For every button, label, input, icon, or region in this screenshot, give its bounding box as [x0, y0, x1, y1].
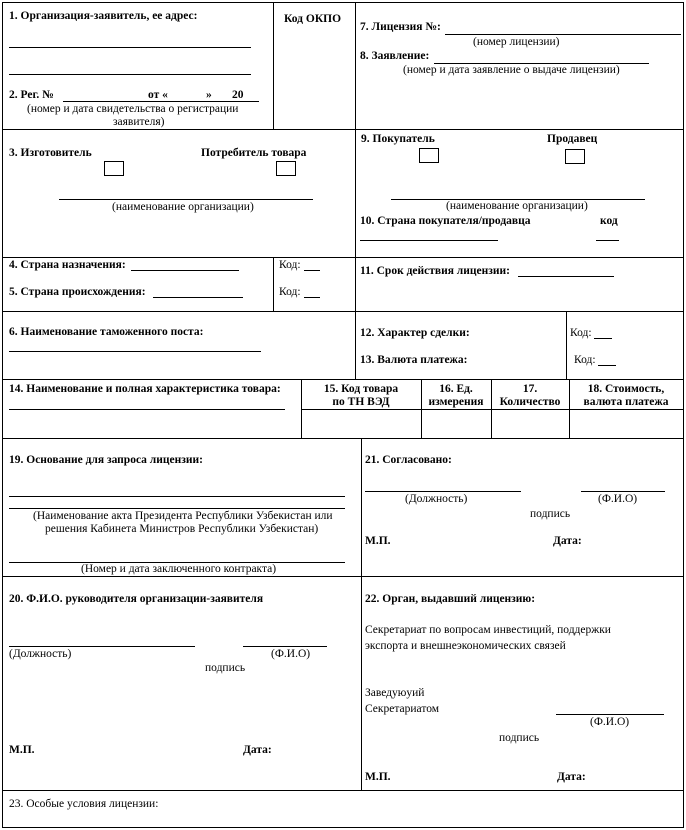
field-22-body: экспорта и внешнеэкономических связей — [365, 640, 566, 652]
license-application-form — [2, 2, 684, 828]
field-20-position-line[interactable] — [9, 646, 195, 647]
field-22-fio-line[interactable] — [556, 714, 664, 715]
field-20-fio-line[interactable] — [243, 646, 327, 647]
field-4-label: 4. Страна назначения: — [9, 259, 126, 271]
field-8-label: 8. Заявление: — [360, 50, 430, 62]
buyer-checkbox[interactable] — [419, 148, 439, 163]
field-19-hint: (Номер и дата заключенного контракта) — [81, 563, 277, 575]
field-19-hint: (Наименование акта Президента Республики Узбекистан или — [33, 510, 333, 522]
field-6-line[interactable] — [9, 351, 261, 352]
field-18-header: 18. Стоимость, валюта платежа — [583, 383, 669, 408]
grid-line — [355, 311, 356, 379]
field-12-code-line[interactable] — [594, 338, 612, 339]
field-2-line[interactable] — [63, 101, 259, 102]
field-10-code: код — [600, 215, 618, 227]
consumer-checkbox[interactable] — [276, 161, 296, 176]
field-21-position-line[interactable] — [365, 491, 521, 492]
field-13-label: 13. Валюта платежа: — [360, 354, 468, 366]
field-19-line[interactable] — [9, 496, 345, 497]
field-22-head: Секретариатом — [365, 703, 440, 715]
field-20-fio: (Ф.И.О) — [271, 648, 311, 660]
field-21-fio: (Ф.И.О) — [598, 493, 638, 505]
grid-line — [3, 379, 683, 380]
field-16-header: 16. Ед. измерения — [428, 383, 484, 408]
field-7-label: 7. Лицензия №: — [360, 21, 441, 33]
field-22-body: Секретариат по вопросам инвестиций, поддержки — [365, 624, 611, 636]
field-20-signature: подпись — [205, 662, 246, 674]
field-5-line[interactable] — [153, 297, 243, 298]
field-22-signature: подпись — [499, 732, 540, 744]
grid-line — [3, 311, 683, 312]
grid-line — [3, 129, 683, 130]
field-6-label: 6. Наименование таможенного поста: — [9, 326, 204, 338]
field-20-position: (Должность) — [9, 648, 72, 660]
field-22-mp: М.П. — [365, 771, 391, 783]
grid-line — [273, 3, 274, 129]
field-21-label: 21. Согласовано: — [365, 454, 452, 466]
field-8-hint: (номер и дата заявление о выдаче лицензии) — [403, 64, 620, 76]
field-9-label: 9. Покупатель — [361, 133, 435, 145]
field-5-code: Код: — [279, 286, 301, 298]
field-21-signature: подпись — [530, 508, 571, 520]
grid-line — [355, 3, 356, 311]
field-11-line[interactable] — [518, 276, 614, 277]
field-20-date: Дата: — [243, 744, 272, 756]
field-2-hint: заявителя) — [113, 116, 165, 128]
grid-line — [273, 257, 274, 311]
field-13-code-line[interactable] — [598, 365, 616, 366]
field-15-header: 15. Код товара по ТН ВЭД — [323, 383, 399, 408]
okpo-label: Код ОКПО — [284, 13, 342, 25]
field-5-label: 5. Страна происхождения: — [9, 286, 146, 298]
field-1-line[interactable] — [9, 47, 251, 48]
field-17-header: 17. Количество — [499, 383, 561, 408]
grid-line — [361, 438, 362, 790]
manufacturer-checkbox[interactable] — [104, 161, 124, 176]
field-21-fio-line[interactable] — [581, 491, 665, 492]
field-2-year: 20 — [232, 89, 244, 101]
field-3-hint: (наименование организации) — [112, 201, 254, 213]
field-5-code-line[interactable] — [304, 297, 320, 298]
field-9-hint: (наименование организации) — [446, 200, 588, 212]
field-10-code-line[interactable] — [596, 240, 619, 241]
field-22-fio: (Ф.И.О) — [590, 716, 630, 728]
field-4-code-line[interactable] — [304, 270, 320, 271]
grid-line — [3, 257, 683, 258]
field-2-date-quote: » — [206, 89, 212, 101]
field-12-label: 12. Характер сделки: — [360, 327, 470, 339]
field-20-mp: М.П. — [9, 744, 35, 756]
grid-line — [301, 409, 683, 410]
field-2-hint: (номер и дата свидетельства о регистрации — [27, 103, 239, 115]
field-14-line[interactable] — [9, 409, 285, 410]
grid-line — [3, 438, 683, 439]
field-19-hint: решения Кабинета Министров Республики Узбекистан) — [45, 523, 319, 535]
field-3-label: 3. Изготовитель — [9, 147, 92, 159]
field-7-hint: (номер лицензии) — [473, 36, 560, 48]
field-19-label: 19. Основание для запроса лицензии: — [9, 454, 203, 466]
field-20-label: 20. Ф.И.О. руководителя организации-заявителя — [9, 593, 264, 605]
field-22-date: Дата: — [557, 771, 586, 783]
field-23-label: 23. Особые условия лицензии: — [9, 798, 159, 810]
grid-line — [566, 311, 567, 379]
field-1-line[interactable] — [9, 74, 251, 75]
grid-line — [3, 576, 683, 577]
field-13-code: Код: — [574, 354, 596, 366]
field-10-label: 10. Страна покупателя/продавца — [360, 215, 531, 227]
field-19-line[interactable] — [9, 508, 345, 509]
field-21-position: (Должность) — [405, 493, 468, 505]
field-4-line[interactable] — [131, 270, 239, 271]
grid-line — [3, 790, 683, 791]
field-1-label: 1. Организация-заявитель, ее адрес: — [9, 10, 198, 22]
seller-checkbox[interactable] — [565, 149, 585, 164]
field-12-code: Код: — [570, 327, 592, 339]
field-2-date-from: от « — [148, 89, 168, 101]
field-3-consumer: Потребитель товара — [201, 147, 307, 159]
field-3-line[interactable] — [59, 199, 313, 200]
field-2-label: 2. Рег. № — [9, 89, 54, 101]
field-14-label: 14. Наименование и полная характеристика товара: — [9, 383, 281, 395]
field-9-seller: Продавец — [547, 133, 598, 145]
field-10-line[interactable] — [360, 240, 498, 241]
field-7-line[interactable] — [445, 34, 681, 35]
field-22-label: 22. Орган, выдавший лицензию: — [365, 593, 536, 605]
field-22-head: Заведуюуий — [365, 687, 425, 699]
field-11-label: 11. Срок действия лицензии: — [360, 265, 510, 277]
field-21-mp: М.П. — [365, 535, 391, 547]
field-21-date: Дата: — [553, 535, 582, 547]
field-4-code: Код: — [279, 259, 301, 271]
